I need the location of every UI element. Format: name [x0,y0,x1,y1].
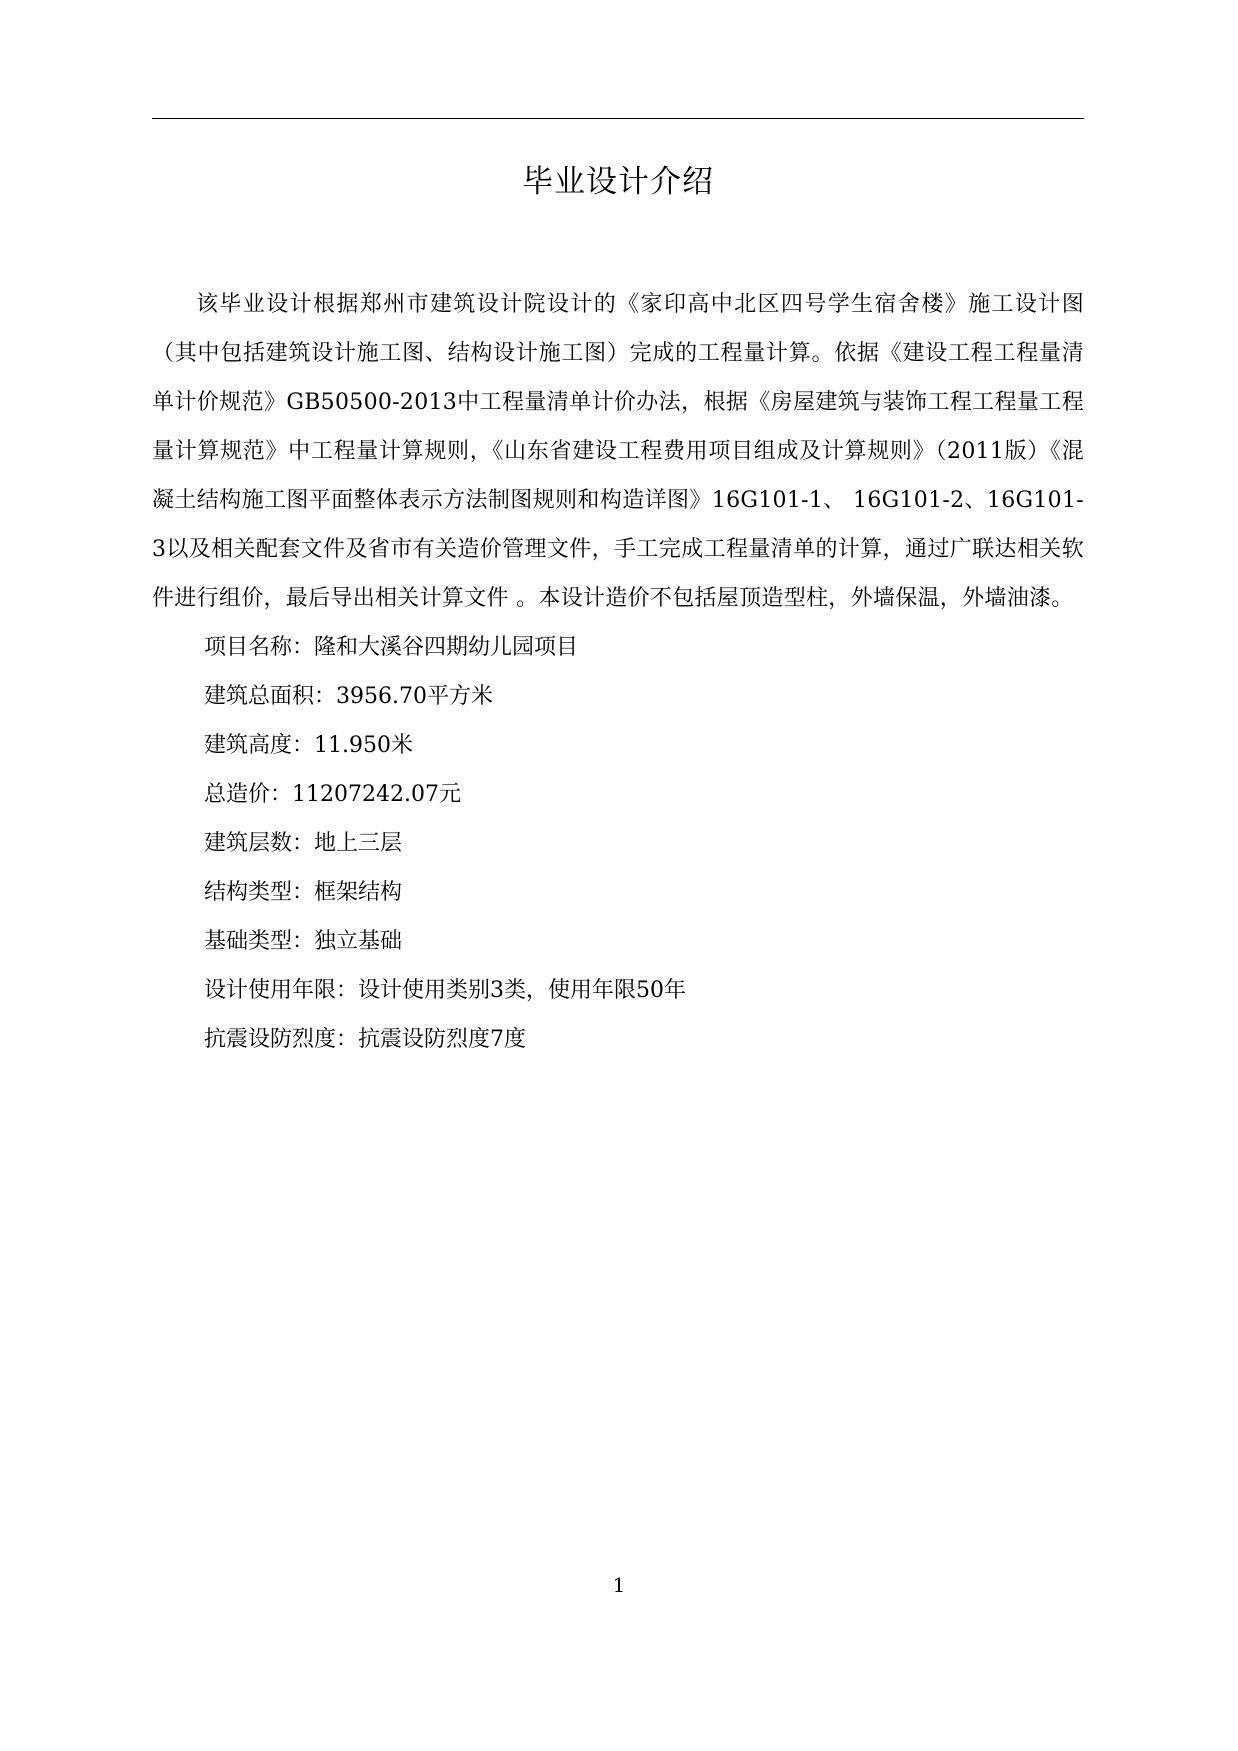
spec-foundation-type: 基础类型：独立基础 [204,929,403,954]
spec-floor-count: 建筑层数：地上三层 [204,831,403,856]
spec-structure-type: 结构类型：框架结构 [204,880,403,905]
page-number: 1 [612,1573,626,1597]
spec-design-life: 设计使用年限：设计使用类别3类，使用年限50年 [204,978,686,1003]
spec-building-height: 建筑高度：11.950米 [204,733,413,758]
project-spec-list [152,623,1084,1064]
document-body [152,280,1084,1064]
page-title: 毕业设计介绍 [522,164,714,200]
spec-total-area: 建筑总面积：3956.70平方米 [204,684,493,709]
header-divider [152,118,1084,119]
intro-paragraph: 该毕业设计根据郑州市建筑设计院设计的《家印高中北区四号学生宿舍楼》施工设计图（其中包括建筑设计施工图、结构设计施工图）完成的工程量计算。依据《建设工程工程量清单计价规范》GB50500-2013中工程量清单计价办法，根据《房屋建筑与装饰工程工程量工程量计算规范》中工程量计算规则，《山东省建设工程费用项目组成及计算规则》（2011版）《混凝土结构施工图平面整体表示方法制图规则和构造详图》16G101-1、 16G101-2、16G101-3以及相关配套文件及省市有关造价管理文件，手工完成工程量清单的计算，通过广联达相关软件进行组价，最后导出相关计算文件 。本设计造价不包括屋顶造型柱，外墙保温，外墙油漆。 [152,292,1084,611]
spec-seismic-intensity: 抗震设防烈度：抗震设防烈度7度 [204,1027,526,1052]
spec-total-cost: 总造价：11207242.07元 [204,782,461,807]
spec-project-name: 项目名称：隆和大溪谷四期幼儿园项目 [204,635,579,660]
